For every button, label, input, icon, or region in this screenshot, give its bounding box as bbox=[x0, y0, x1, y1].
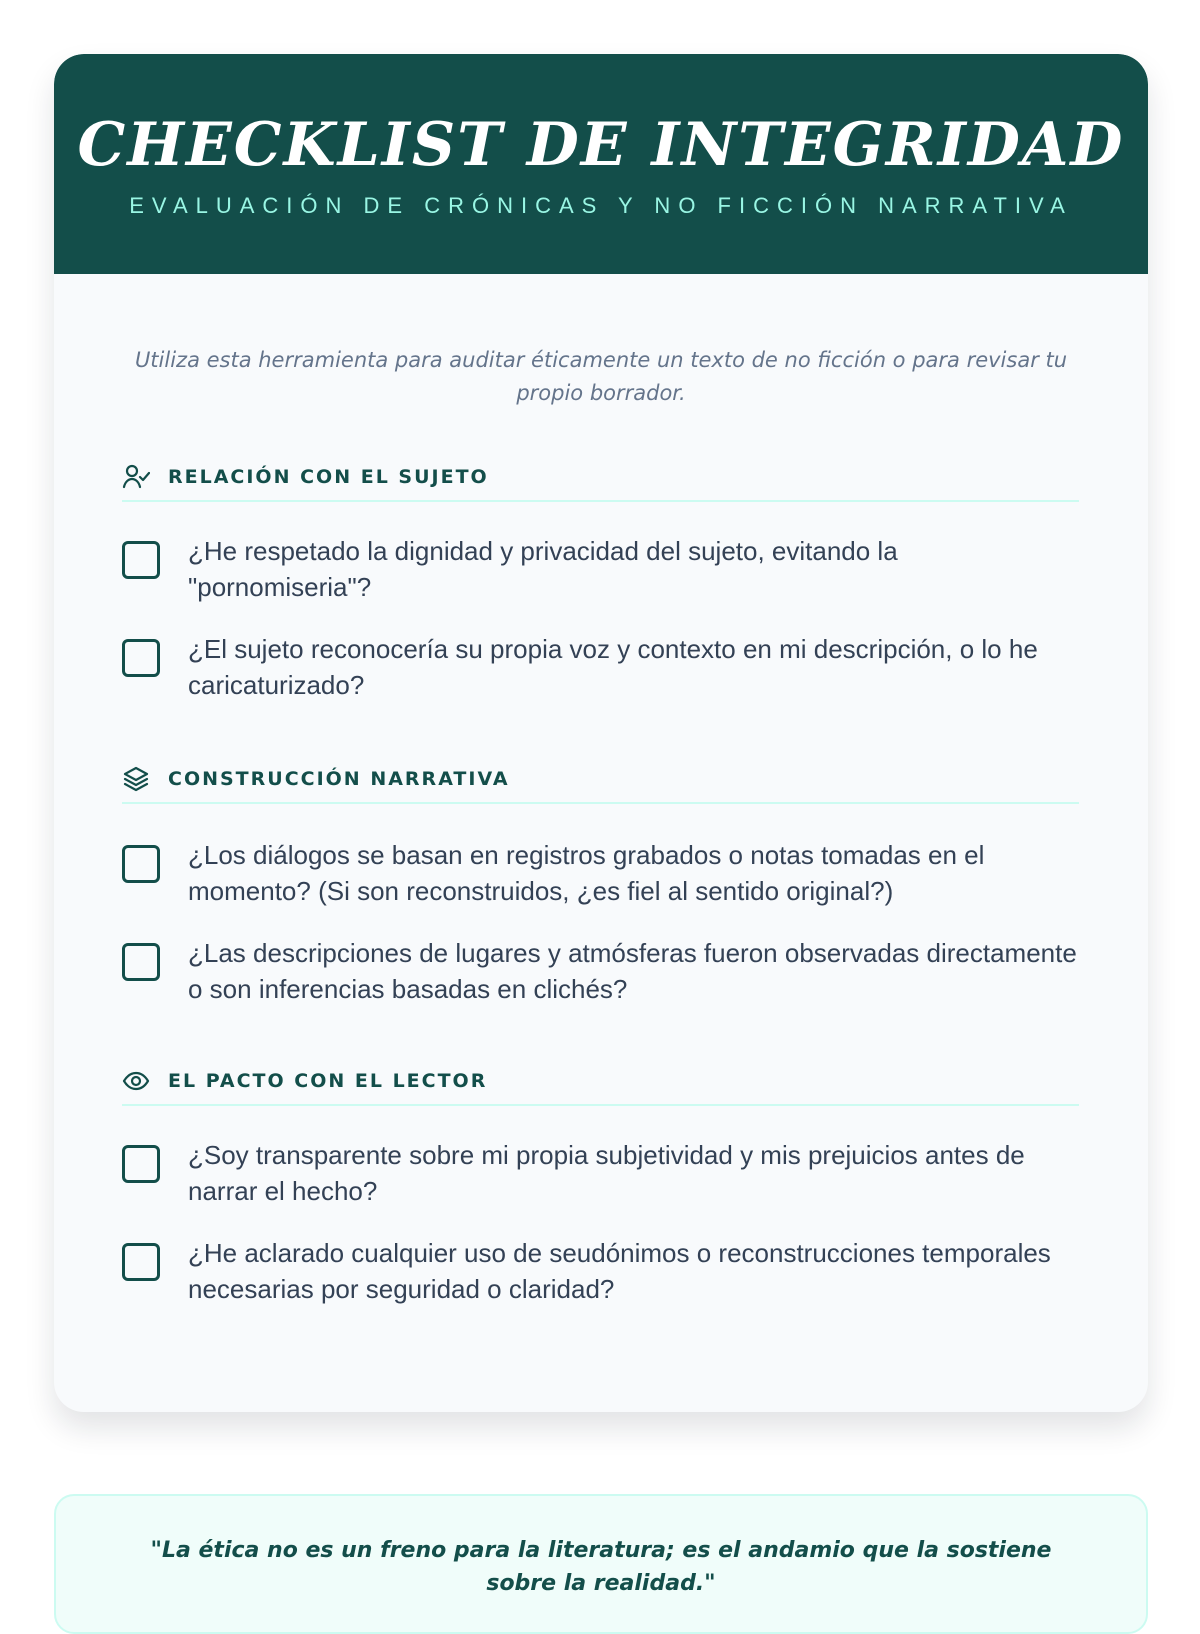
checklist-item[interactable] bbox=[122, 837, 1079, 911]
section-title: CONSTRUCCIÓN NARRATIVA bbox=[168, 768, 510, 790]
section-reader-pact bbox=[122, 1058, 1079, 1304]
intro-text: Utiliza esta herramienta para auditar éticamente un texto de no ficción o para revisar tu propio borrador. bbox=[134, 348, 1068, 405]
page-title: CHECKLIST DE INTEGRIDAD bbox=[77, 110, 1125, 180]
section-title: RELACIÓN CON EL SUJETO bbox=[168, 466, 489, 488]
checklist-item-text: ¿He respetado la dignidad y privacidad del sujeto, evitando la "pornomiseria"? bbox=[188, 536, 898, 602]
checklist-item[interactable] bbox=[122, 1235, 1079, 1309]
checkbox[interactable] bbox=[122, 541, 160, 579]
checkbox[interactable] bbox=[122, 639, 160, 677]
checkbox[interactable] bbox=[122, 1243, 160, 1281]
section-title: EL PACTO CON EL LECTOR bbox=[168, 1070, 488, 1092]
section-header bbox=[122, 1058, 1079, 1106]
checklist-item[interactable] bbox=[122, 533, 1079, 607]
checklist-item-text: ¿Soy transparente sobre mi propia subjetividad y mis prejuicios antes de narrar el hecho? bbox=[188, 1140, 1025, 1206]
checklist-card bbox=[54, 54, 1148, 1412]
checklist-item-text: ¿Las descripciones de lugares y atmósferas fueron observadas directamente o son inferencias basadas en clichés? bbox=[188, 938, 1077, 1004]
checkbox[interactable] bbox=[122, 845, 160, 883]
checklist-item[interactable] bbox=[122, 631, 1079, 705]
header bbox=[54, 54, 1148, 274]
section-narrative-construction bbox=[122, 756, 1079, 1004]
eye-icon bbox=[122, 1067, 150, 1095]
section-subject-relationship bbox=[122, 454, 1079, 700]
layers-icon bbox=[122, 765, 150, 793]
section-header bbox=[122, 454, 1079, 502]
checklist-item-text: ¿El sujeto reconocería su propia voz y contexto en mi descripción, o lo he caricaturizado? bbox=[188, 634, 1038, 700]
checklist-item-text: ¿He aclarado cualquier uso de seudónimos o reconstrucciones temporales necesarias por seguridad o claridad? bbox=[188, 1238, 1051, 1304]
checkbox[interactable] bbox=[122, 1145, 160, 1183]
page-subtitle: EVALUACIÓN DE CRÓNICAS Y NO FICCIÓN NARRATIVA bbox=[129, 193, 1073, 218]
checklist-item[interactable] bbox=[122, 935, 1079, 1009]
checklist-item[interactable] bbox=[122, 1137, 1079, 1211]
quote-text: "La ética no es un freno para la literatura; es el andamio que la sostiene sobre la realidad." bbox=[150, 1538, 1052, 1596]
user-check-icon bbox=[122, 463, 150, 491]
section-header bbox=[122, 756, 1079, 804]
checklist-item-text: ¿Los diálogos se basan en registros grabados o notas tomadas en el momento? (Si son reconstruidos, ¿es fiel al sentido original?) bbox=[188, 840, 985, 906]
checkbox[interactable] bbox=[122, 943, 160, 981]
quote-card bbox=[54, 1494, 1148, 1634]
